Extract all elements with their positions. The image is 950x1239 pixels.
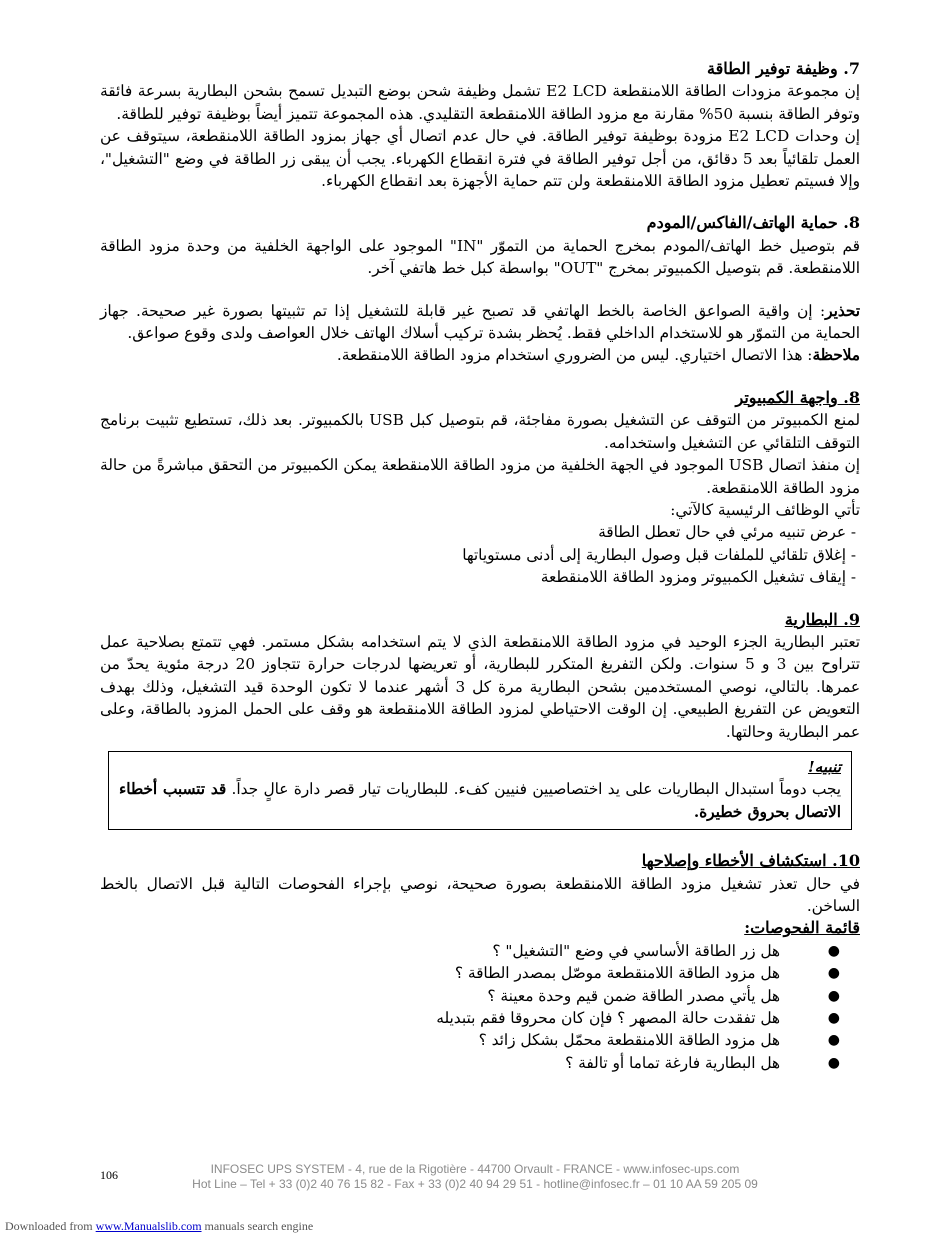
section-7-paragraph-1: إن مجموعة مزودات الطاقة اللامنقطعة E2 LCD تشمل وظيفة شحن بوضع التبديل تسمح بشحن البطارية بسرعة فائقة وتوفر الطاقة بنسبة 50% مقارنة مع مزود الطاقة اللامنقطعة التقليدي. هذه المجموعة تتميز أيضاً بوظيفة توفير للطاقة. — [100, 82, 861, 123]
function-item: - عرض تنبيه مرئي في حال تعطل الطاقة — [598, 523, 856, 542]
notice-body: يجب دوماً استبدال البطاريات على يد اختصاصيين فنيين كفء. للبطاريات تيار قصر دارة عالٍ جداً. — [226, 780, 841, 799]
function-item: - إيقاف تشغيل الكمبيوتر ومزود الطاقة اللامنقطعة — [540, 568, 856, 587]
section-8-computer-paragraph-3: تأتي الوظائف الرئيسية كالآتي: — [670, 500, 860, 519]
checklist-item-text: هل مزود الطاقة اللامنقطعة موصّل بمصدر الطاقة ؟ — [454, 964, 780, 983]
function-item: - إغلاق تلقائي للملفات قبل وصول البطارية إلى أدنى مستوياتها — [462, 545, 856, 564]
note-paragraph — [100, 344, 860, 366]
footer-contact: Hot Line – Tel + 33 (0)2 40 76 15 82 - Fax + 33 (0)2 40 94 29 51 - hotline@infosec.fr – 01 10 AA 59 205 09 — [192, 1177, 758, 1191]
section-9-title: 9. البطارية — [784, 609, 860, 629]
section-10-paragraph: في حال تعذر تشغيل مزود الطاقة اللامنقطعة بصورة صحيحة، نوصي بإجراء الفحوصات التالية قبل الاتصال بالخط الساخن. — [100, 874, 860, 915]
list-item — [100, 985, 860, 1007]
page-content — [100, 58, 860, 1074]
download-prefix: Downloaded from — [5, 1219, 96, 1233]
checklist — [100, 940, 860, 1074]
bullet-icon: ● — [827, 965, 840, 982]
warning-label: تحذير — [825, 301, 860, 320]
bullet-icon: ● — [827, 1054, 840, 1071]
section-7-paragraph-2: إن وحدات E2 LCD مزودة بوظيفة توفير الطاقة. في حال عدم اتصال أي جهاز بمزود الطاقة اللامنقطعة، سيتوقف عن العمل تلقائياً بعد 5 دقائق، من أجل توفير الطاقة في فترة انقطاع الكهرباء. يجب أن يبقى زر الطاقة في وضع "التشغيل"، وإلا فسيتم تعطيل مزود الطاقة اللامنقطعة ولن تتم حماية الأجهزة بعد انقطاع الكهرباء. — [100, 127, 861, 191]
warning-text: : إن واقية الصواعق الخاصة بالخط الهاتفي قد تصبح غير قابلة للتشغيل إذا تم تثبيتها بصورة غير صحيحة. جهاز الحماية من التموّر هو للاستخدام الداخلي فقط. يُحظر بشدة تركيب أسلاك الهاتف خلال العواصف ولدى وقوع صواعق. — [100, 301, 860, 343]
checklist-item-text: هل تفقدت حالة المصهر ؟ فإن كان محروقا فقم بتبديله — [436, 1009, 780, 1028]
page-number: 106 — [100, 1168, 118, 1182]
section-8-phone-title: 8. حماية الهاتف/الفاكس/المودم — [646, 213, 860, 233]
section-8-computer-paragraph-2: إن منفذ اتصال USB الموجود في الجهة الخلفية من مزود الطاقة اللامنقطعة يمكن الكمبيوتر من التحقق مباشرةً من حالة مزود الطاقة اللامنقطعة. — [100, 456, 860, 497]
download-suffix: manuals search engine — [201, 1219, 314, 1233]
list-item — [100, 962, 860, 984]
checklist-item-text: هل يأتي مصدر الطاقة ضمن قيم وحدة معينة ؟ — [487, 986, 780, 1005]
section-9-paragraph: تعتبر البطارية الجزء الوحيد في مزود الطاقة اللامنقطعة الذي لا يتم استخدامه بشكل مستمر. فهي تتمتع بصلاحية عمل تتراوح بين 3 و 5 سنوات. ولكن التفريغ المتكرر للبطارية، أو تعريضها لدرجات حرارة تتجاوز 20 درجة مئوية يحدّ من عمرها. بالتالي، نوصي المستخدمين بشحن البطارية مرة كل 3 أشهر عندما لا تكون الوحدة قيد التشغيل، وذلك بهدف التعويض عن التفريغ الطبيعي. إن الوقت الاحتياطي لمزود الطاقة اللامنقطعة هو وقف على الحمل المزود بالطاقة، وعلى عمر البطارية وحالتها. — [100, 632, 860, 741]
warning-paragraph — [100, 300, 860, 345]
notice-bold: قد تتسبب أخطاء الاتصال بحروق خطيرة. — [119, 780, 841, 821]
section-8-computer-title: 8. واجهة الكمبيوتر — [735, 387, 860, 407]
footer-address: INFOSEC UPS SYSTEM - 4, rue de la Rigotière - 44700 Orvault - FRANCE - www.infosec-ups.com — [210, 1162, 740, 1176]
section-8-phone-paragraph: قم بتوصيل خط الهاتف/المودم بمخرج الحماية من التموّر "IN" الموجود على الواجهة الخلفية من وحدة مزود الطاقة اللامنقطعة. قم بتوصيل الكمبيوتر بمخرج "OUT" بواسطة كبل خط هاتفي آخر. — [100, 236, 860, 278]
manualslib-link[interactable]: www.Manualslib.com — [95, 1219, 202, 1233]
list-item — [100, 1052, 860, 1074]
download-credit — [5, 1219, 313, 1234]
note-label: ملاحظة — [812, 346, 860, 365]
bullet-icon: ● — [827, 1010, 840, 1027]
section-7-title: 7. وظيفة توفير الطاقة — [707, 59, 860, 78]
checklist-item-text: هل مزود الطاقة اللامنقطعة محمّل بشكل زائد ؟ — [478, 1031, 780, 1050]
note-text: : هذا الاتصال اختياري. ليس من الضروري استخدام مزود الطاقة اللامنقطعة. — [336, 346, 813, 365]
bullet-icon: ● — [827, 987, 840, 1004]
notice-text — [119, 778, 841, 823]
section-10-title: 10. استكشاف الأخطاء وإصلاحها — [641, 851, 860, 871]
bullet-icon: ● — [827, 1032, 840, 1049]
list-item — [100, 1029, 860, 1051]
bullet-icon: ● — [827, 942, 840, 959]
notice-title: تنبيه! — [807, 757, 841, 776]
list-item — [100, 940, 860, 962]
checklist-item-text: هل البطارية فارغة تماما أو تالفة ؟ — [565, 1053, 780, 1072]
notice-box — [108, 751, 852, 830]
list-item — [100, 1007, 860, 1029]
checklist-item-text: هل زر الطاقة الأساسي في وضع "التشغيل" ؟ — [492, 941, 780, 960]
section-8-computer-paragraph-1: لمنع الكمبيوتر من التوقف عن التشغيل بصورة مفاجئة، قم بتوصيل كبل USB بالكمبيوتر. بعد ذلك، تستطيع تثبيت برنامج التوقف التلقائي عن التشغيل واستخدامه. — [100, 411, 861, 452]
checklist-title: قائمة الفحوصات: — [744, 918, 860, 938]
page-footer — [150, 1162, 800, 1192]
